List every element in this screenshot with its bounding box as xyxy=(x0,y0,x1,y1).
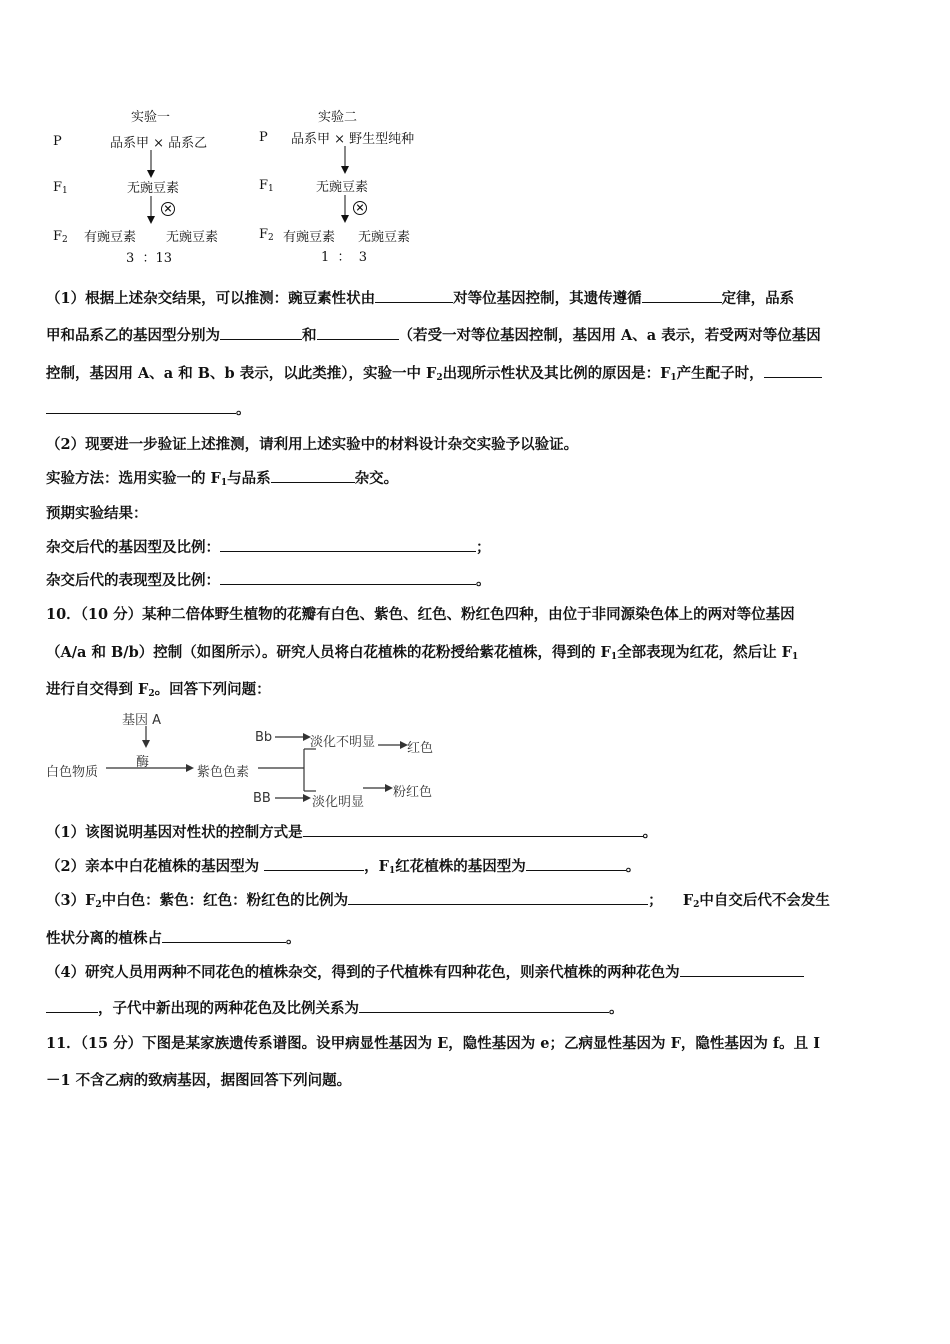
light-strong-label: 淡化明显 xyxy=(312,795,365,810)
exp2-f2-have: 有豌豆素 xyxy=(283,230,336,245)
exp1-p-cross: 品系甲 × 品系乙 xyxy=(110,136,208,151)
to-pink-arrow xyxy=(363,783,393,793)
q10-q3-line2: 性状分离的植株占 。 xyxy=(46,930,301,947)
gene-to-enzyme-arrow xyxy=(141,726,151,748)
gene-a-label: 基因 A xyxy=(122,713,162,728)
q10-head-line3: 进行自交得到 $F_2$。回答下列问题： xyxy=(46,681,271,699)
q9-method: 实验方法：选用实验一的 $F_1$与品系 杂交。 xyxy=(46,470,399,488)
purple-pigment-label: 紫色色素 xyxy=(197,765,250,780)
q9-part1-line1: （1）根据上述杂交结果，可以推测：豌豆素性状由 对等位基因控制，其遗传遵循 定律，品系 xyxy=(46,290,795,307)
exp2-arrow-2 xyxy=(340,195,350,223)
exp2-f1-pheno: 无豌豆素 xyxy=(316,180,369,195)
q9-part1-line3: 控制，基因用 A、a 和 B、b 表示，以此类推），实验一中 $F_2$出现所示性状及其比例的原因是：$F_1$产生配子时， xyxy=(46,362,822,383)
red-label: 红色 xyxy=(407,741,434,756)
exp1-arrow-2 xyxy=(146,196,156,224)
q10-head-line2: （A/a 和 B/b）控制（如图所示）。研究人员将白花植株的花粉授给紫花植株，得到的 $F_1$全部表现为红花，然后让 $F_1$ xyxy=(46,644,799,662)
exp2-p-cross: 品系甲 × 野生型纯种 xyxy=(291,132,415,147)
exp1-ratio: 3 ：13 xyxy=(126,251,173,266)
exp1-f2-have: 有豌豆素 xyxy=(84,230,137,245)
bb-hom-label: BB xyxy=(253,791,271,806)
exp2-title: 实验二 xyxy=(318,110,358,125)
bb-het-arrow xyxy=(275,732,311,742)
exp2-p-label: P xyxy=(259,130,268,145)
q9-expected: 预期实验结果： xyxy=(46,505,148,522)
exp1-f1-pheno: 无豌豆素 xyxy=(127,181,180,196)
q11-head-line2: －1 不含乙病的致病基因，据图回答下列问题。 xyxy=(46,1072,352,1089)
to-red-arrow xyxy=(378,740,408,750)
exp1-f2-label: $F_2$ xyxy=(53,229,68,245)
exp1-f1-label: $F_1$ xyxy=(53,180,68,196)
white-to-purple-arrow xyxy=(106,762,194,774)
q9-phenotype-line: 杂交后代的表现型及比例： 。 xyxy=(46,572,491,589)
q10-q4-line1: （4）研究人员用两种不同花色的植株杂交，得到的子代植株有四种花色，则亲代植株的两种花色为 xyxy=(46,961,804,982)
exp2-f2-label: $F_2$ xyxy=(259,227,274,243)
exp1-f2-none: 无豌豆素 xyxy=(166,230,219,245)
exp2-selfing-icon: × xyxy=(353,201,367,215)
pink-label: 粉红色 xyxy=(393,785,433,800)
q10-q4-line2: ，子代中新出现的两种花色及比例关系为 。 xyxy=(46,997,624,1018)
light-weak-label: 淡化不明显 xyxy=(310,735,376,750)
exp1-arrow-1 xyxy=(146,150,156,178)
exp1-selfing-icon: × xyxy=(161,202,175,216)
bb-hom-arrow xyxy=(275,793,311,803)
q10-q3-line1: $(3)F_2$中白色：紫色：红色：粉红色的比例为 ； $F_2$中自交后代不会发生 xyxy=(46,892,830,910)
exp2-ratio: 1 ： 3 xyxy=(321,250,368,265)
q10-head-line1: 10．（10 分）某种二倍体野生植物的花瓣有白色、紫色、红色、粉红色四种，由位于非同源染色体上的两对等位基因 xyxy=(46,606,795,623)
exp1-p-label: P xyxy=(53,134,62,149)
bb-het-label: Bb xyxy=(255,730,273,745)
q9-genotype-line: 杂交后代的基因型及比例： ； xyxy=(46,539,491,556)
enzyme-label: 酶 xyxy=(136,755,150,770)
exp2-f2-none: 无豌豆素 xyxy=(358,230,411,245)
branch-lines xyxy=(258,748,318,794)
q10-q1: （1）该图说明基因对性状的控制方式是 。 xyxy=(46,824,658,841)
exp1-title: 实验一 xyxy=(131,110,171,125)
q9-part2-title: （2）现要进一步验证上述推测，请利用上述实验中的材料设计杂交实验予以验证。 xyxy=(46,436,579,453)
q11-head-line1: 11．（15 分）下图是某家族遗传系谱图。设甲病显性基因为 E，隐性基因为 e；乙病显性基因为 F，隐性基因为 f。且 Ⅰ xyxy=(46,1035,820,1052)
q9-part1-line4: 。 xyxy=(46,398,251,419)
exp2-arrow-1 xyxy=(340,146,350,174)
q9-part1-line2: 甲和品系乙的基因型分别为 和 （若受一对等位基因控制，基因用 A、a 表示，若受两对等位基因 xyxy=(46,327,821,344)
white-substance-label: 白色物质 xyxy=(46,765,99,780)
exp2-f1-label: $F_1$ xyxy=(259,178,274,194)
q10-q2: （2）亲本中白花植株的基因型为 ，$F_1$红花植株的基因型为 。 xyxy=(46,858,641,876)
